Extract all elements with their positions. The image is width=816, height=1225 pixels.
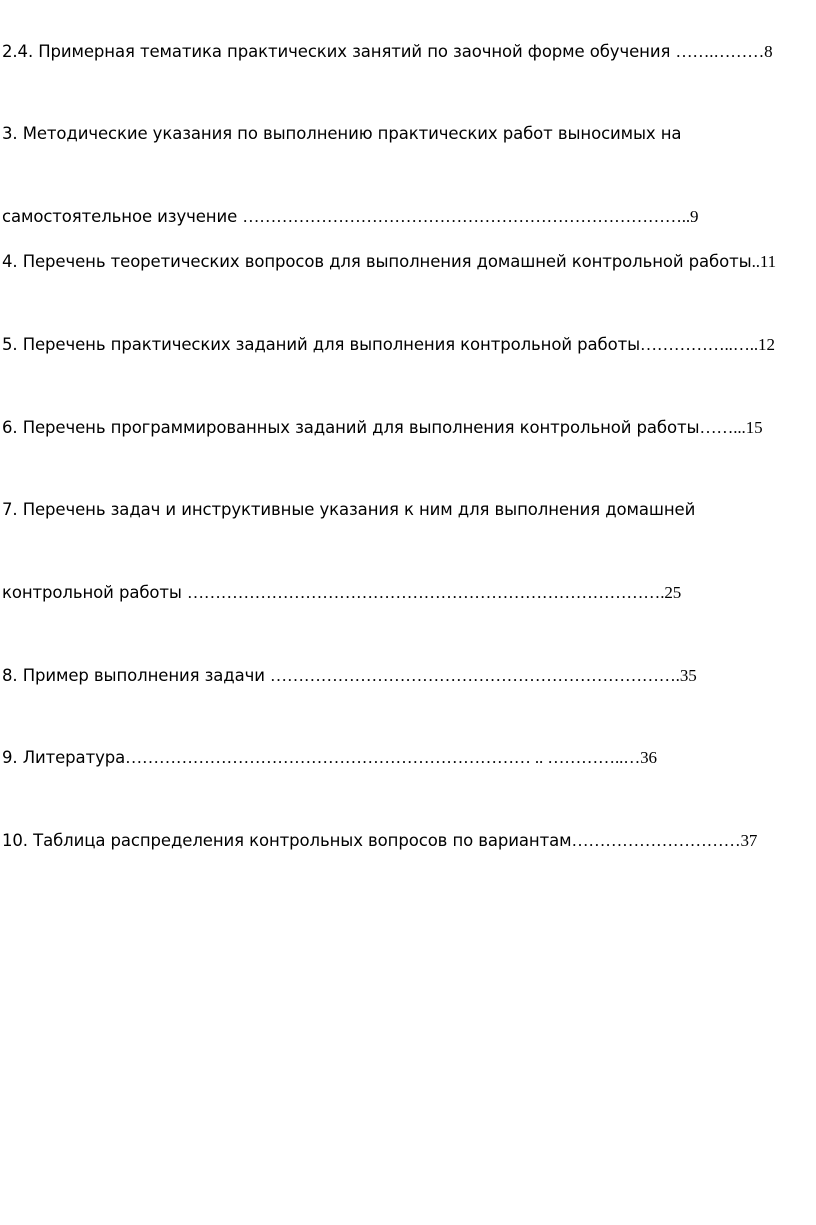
toc-entry-3-line-1 [2,124,681,144]
toc-dot-leader: …………………………………………………………………………. [187,583,665,602]
toc-entry-7-line-1 [2,500,695,520]
toc-entry-title: 10. Таблица распределения контрольных вопросов по вариантам [2,831,572,850]
toc-page-number: 15 [745,418,763,437]
toc-entry-title: 4. Перечень теоретических вопросов для выполнения домашней контрольной работы [2,252,752,271]
toc-entry-title: 2.4. Примерная тематика практических занятий по заочной форме обучения [2,42,676,61]
toc-dot-leader: ……………………………………………………………… .. …………..… [125,748,641,767]
toc-entry-title: 8. Пример выполнения задачи [2,666,271,685]
toc-entry-title: 3. Методические указания по выполнению практических работ выносимых на [2,124,682,143]
toc-entry-9 [2,748,657,768]
toc-entry-title: 6. Перечень программированных заданий для выполнения контрольной работы [2,418,700,437]
toc-page-number: 36 [640,748,657,767]
toc-entry-6 [2,418,763,438]
toc-entry-title: контрольной работы [2,583,187,602]
toc-dot-leader: …………………………………………………………………….. [242,207,691,226]
toc-page-number: 12 [758,335,775,354]
toc-entry-8 [2,666,697,686]
toc-entry-title: 9. Литература [2,748,126,767]
toc-page-number: 37 [740,831,758,850]
toc-dot-leader: …….……… [675,42,765,61]
toc-entry-2-4 [2,42,773,62]
toc-page-number: 8 [764,42,773,61]
toc-dot-leader: ………………………… [571,831,741,850]
toc-dot-leader: ……... [699,418,746,437]
toc-entry-4 [2,252,776,272]
toc-dot-leader: ………………………………………………………………. [270,666,680,685]
toc-entry-10 [2,831,757,851]
toc-entry-5 [2,335,775,355]
toc-page-number: 35 [679,666,697,685]
toc-entry-7-line-2 [2,583,681,603]
toc-entry-3-line-2 [2,207,698,227]
toc-entry-title: 7. Перечень задач и инструктивные указания к ним для выполнения домашней [2,500,696,519]
toc-dot-leader: ……………..….. [640,335,759,354]
toc-page-number: 9 [690,207,699,226]
toc-entry-title: 5. Перечень практических заданий для выполнения контрольной работы [2,335,641,354]
toc-dot-leader: .. [751,252,760,271]
toc-page-number: 11 [759,252,777,271]
toc-page-number: 25 [664,583,682,602]
toc-entry-title: самостоятельное изучение [2,207,243,226]
